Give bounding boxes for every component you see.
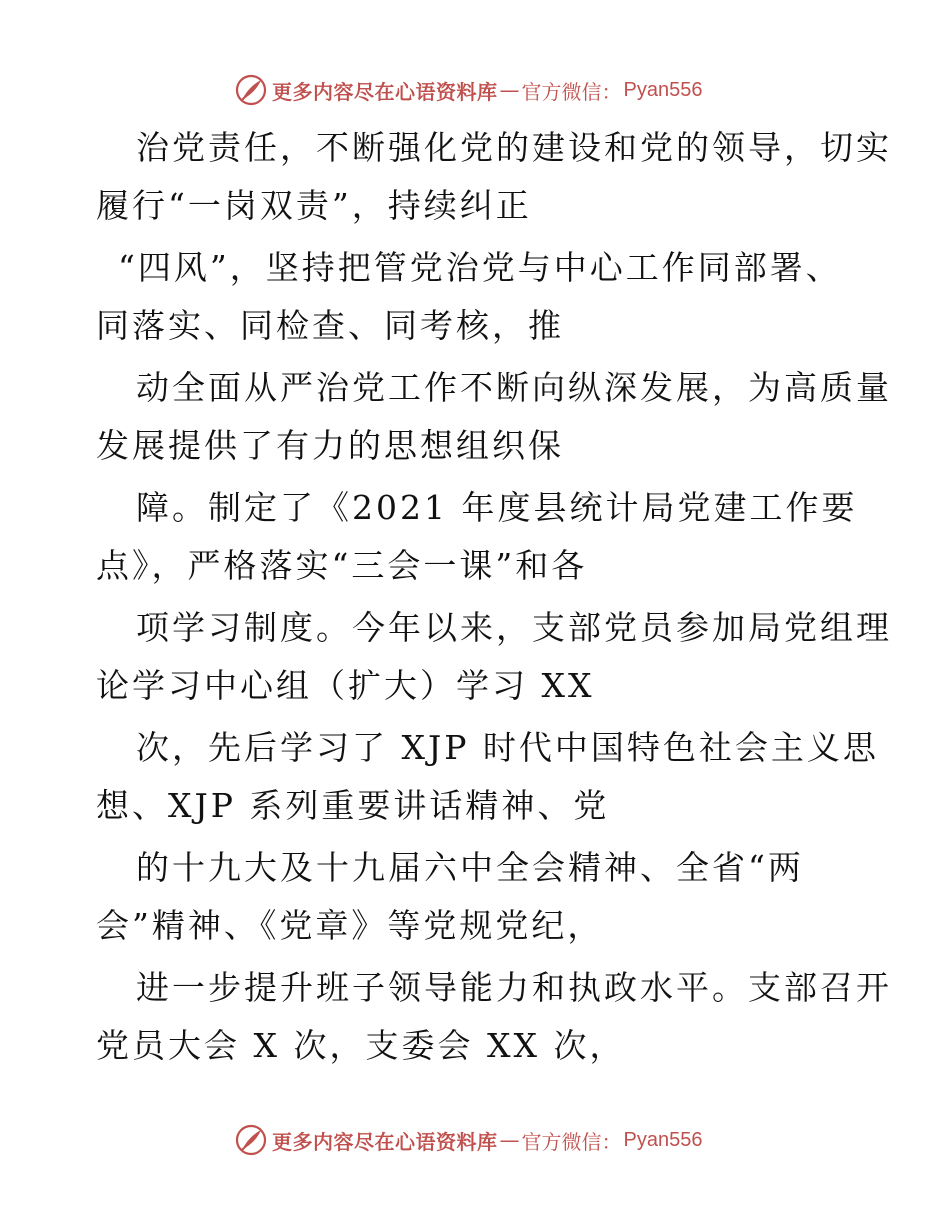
body-line: 发展提供了有力的思想组织保 bbox=[96, 426, 564, 465]
watermark-text: 更多内容尽在心语资料库 bbox=[272, 1129, 498, 1154]
watermark-separator: — bbox=[499, 1128, 520, 1152]
body-line: 履行“一岗双责”，持续纠正 bbox=[96, 186, 532, 225]
quill-logo-icon bbox=[234, 73, 268, 107]
footer-watermark bbox=[234, 1122, 702, 1158]
body-line: 障。制定了《2021 年度县统计局党建工作要 bbox=[136, 488, 858, 527]
header-watermark bbox=[234, 72, 702, 108]
watermark-text: 更多内容尽在心语资料库 bbox=[272, 79, 498, 104]
watermark-wechat-label: 官方微信： bbox=[521, 79, 622, 104]
body-line: 同落实、同检查、同考核，推 bbox=[96, 306, 564, 345]
body-line: 论学习中心组（扩大）学习 XX bbox=[96, 666, 595, 705]
body-line: 次，先后学习了 XJP 时代中国特色社会主义思 bbox=[136, 728, 879, 767]
watermark-wechat-id: Pyan556 bbox=[623, 1128, 703, 1151]
body-line: 想、XJP 系列重要讲话精神、党 bbox=[96, 786, 610, 825]
body-line: 党员大会 X 次，支委会 XX 次， bbox=[96, 1026, 626, 1065]
body-line: 项学习制度。今年以来，支部党员参加局党组理 bbox=[136, 608, 892, 647]
body-line: 会”精神、《党章》等党规党纪， bbox=[96, 906, 604, 945]
body-line: 点》，严格落实“三会一课”和各 bbox=[96, 546, 588, 585]
body-line: 动全面从严治党工作不断向纵深发展，为高质量 bbox=[136, 368, 892, 407]
watermark-wechat-id: Pyan556 bbox=[623, 78, 703, 101]
watermark-wechat-label: 官方微信： bbox=[521, 1129, 622, 1154]
body-line: 治党责任，不断强化党的建设和党的领导，切实 bbox=[136, 128, 892, 167]
body-line: 的十九大及十九届六中全会精神、全省“两 bbox=[136, 848, 804, 887]
quill-logo-icon bbox=[234, 1123, 268, 1157]
body-line: 进一步提升班子领导能力和执政水平。支部召开 bbox=[136, 968, 892, 1007]
watermark-separator: — bbox=[499, 78, 520, 102]
body-line: “四风”，坚持把管党治党与中心工作同部署、 bbox=[118, 248, 842, 287]
